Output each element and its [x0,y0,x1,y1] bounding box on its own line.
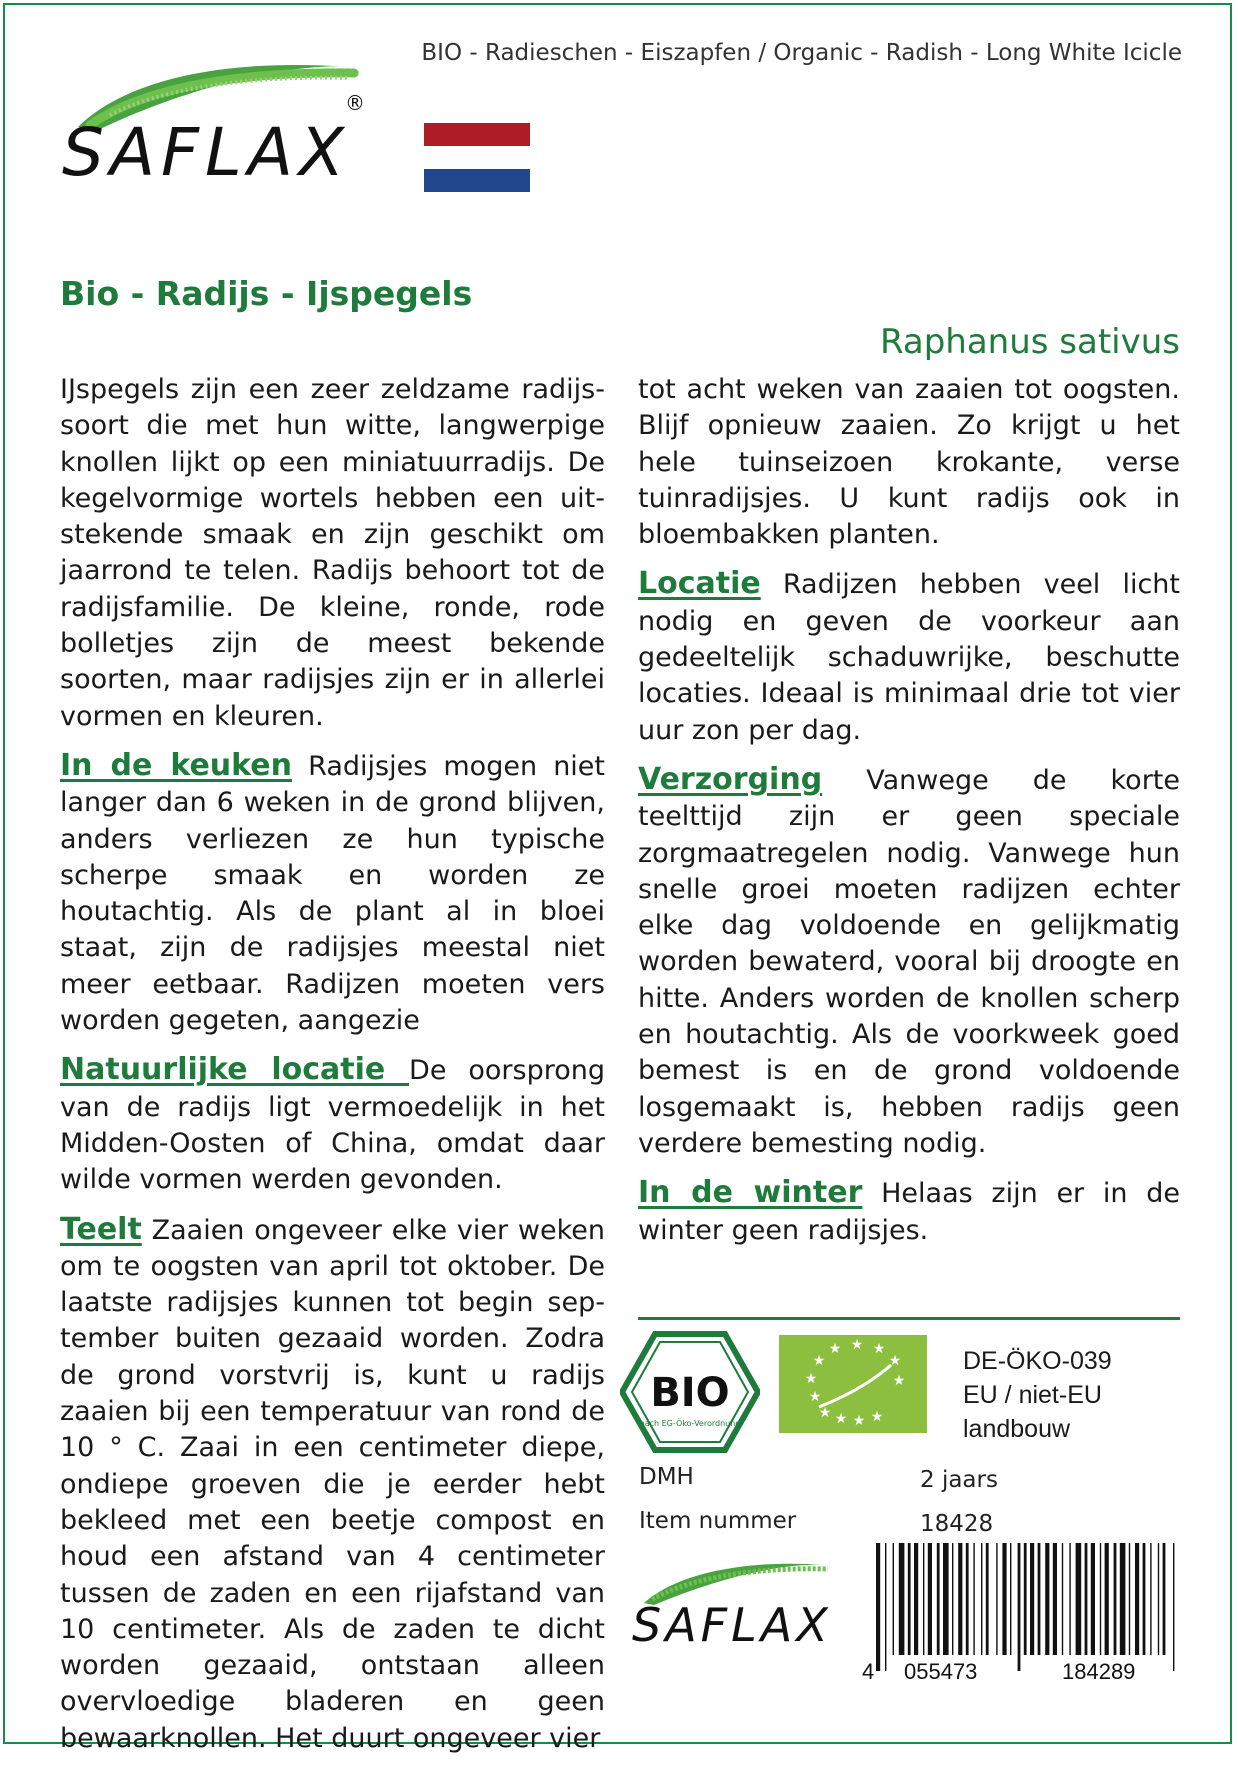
section-teelt: Teelt Zaaien ongeveer elke vier weken om te oogsten van april tot oktober. De laatste radijsjes kunnen tot begin september buiten gezaaid worden. Zodra de grond vorstvrij is, kunt u radijs zaaien bij een temperatuur van rond de 10 ° C. Zaai in een centimeter diepe, ondiepe groeven die je eerder hebt bekleed met een beetje compost en houd een afstand van 4 centimeter tussen de zaden en een rijafstand van 10 centimeter. Als de zaden te dicht worden gezaaid, ontstaan alleen overvloedige bladeren en geen bewaarknollen. Het duurt ongeveer vier [60,1211,605,1754]
description-right-column [638,372,1180,1262]
footer-divider [638,1317,1180,1320]
barcode-bar [1010,1543,1011,1655]
svg-text:★: ★ [818,1405,832,1421]
section-heading: Verzorging [638,761,823,797]
dmh-value: 2 jaars [920,1467,998,1493]
barcode-bar [996,1543,997,1655]
barcode-bar [981,1543,982,1655]
svg-text:★: ★ [834,1411,848,1427]
svg-text:★: ★ [888,1353,902,1369]
latin-name: Raphanus sativus [879,322,1180,362]
barcode-bar [914,1543,918,1655]
saflax-logo [60,45,420,210]
barcode-bar [1091,1543,1095,1655]
barcode-bar [899,1543,905,1655]
barcode-digits-left: 055473 [904,1659,978,1683]
svg-text:SAFLAX: SAFLAX [632,1598,832,1652]
barcode-bar [952,1543,953,1655]
barcode [862,1543,1182,1683]
barcode-bar [986,1543,989,1655]
svg-text:★: ★ [808,1389,822,1405]
barcode-bar [1105,1543,1109,1655]
barcode-bar [1114,1543,1117,1655]
section-verzorging: Verzorging Vanwege de korte teelttijd zijn er geen speciale zorgmaatregelen nodig. Vanwege hun snelle groei moeten radijzen echter elke dag voldoende en gelijkmatig worden bewaterd, vooral bij droogte en hitte. Anders worden de knollen scherp en houtachtig. Als de voorkweek goed bemest is en de grond voldoende losgemaakt is, hebben radijs geen verdere bemesting nodig. [638,761,1180,1159]
barcode-bar [1129,1543,1130,1655]
barcode-bar [1076,1543,1082,1655]
svg-text:®: ® [345,91,365,115]
barcode-bar [1018,1543,1021,1671]
item-number-value: 18428 [920,1511,994,1537]
section-heading: Natuurlijke locatie [60,1052,410,1088]
barcode-bar [1135,1543,1139,1655]
barcode-bar [1002,1543,1006,1655]
section-keuken: In de keuken Radijsjes mogen niet langer dan 6 weken in de grond blijven, anders verliezen ze hun typische scherpe smaak en worden ze houtachtig. Als de plant al in bloei staat, zijn de radijsjes meestal niet meer eetbaar. Radijzen moeten vers worden gegeten, aangezie [60,747,606,1037]
barcode-bar [1069,1543,1070,1655]
description-left-column [60,372,605,1770]
barcode-bar [923,1543,924,1655]
svg-text:★: ★ [872,1341,886,1357]
dmh-label: DMH [639,1464,694,1490]
barcode-bar [1053,1543,1057,1655]
bio-seal-icon [620,1330,760,1454]
svg-text:BIO: BIO [650,1370,730,1416]
dutch-flag-icon [424,123,530,192]
header-product-line: BIO - Radieschen - Eiszapfen / Organic - Radish - Long White Icicle [421,40,1182,66]
barcode-bar [908,1543,911,1655]
barcode-digits-right: 184289 [1062,1659,1136,1683]
barcode-bar [1038,1543,1041,1655]
eu-organic-leaf-icon [779,1335,927,1433]
barcode-bar [958,1543,962,1655]
barcode-bar [937,1543,940,1655]
section-natuurlijke-locatie: Natuurlijke locatie De oorsprong van de radijs ligt vermoedelijk in het Midden-Oosten of China, omdat daar wilde vormen werden gevonden. [60,1052,606,1196]
barcode-bar [885,1543,886,1671]
svg-text:nach EG-Öko-Verordnung: nach EG-Öko-Verordnung [639,1419,741,1428]
barcode-bar [1085,1543,1088,1655]
barcode-bar [1120,1543,1126,1655]
barcode-bar [966,1543,969,1655]
barcode-bar [876,1543,880,1671]
barcode-bar [1062,1543,1063,1655]
intro-paragraph: IJspegels zijn een zeer zeldzame radijssoort die met hun witte, langwerpige knollen lijkt op een miniatuurradijs. De kegelvormige wortels hebben een uitstekende smaak en zijn geschikt om jaarrond te telen. Radijs behoort tot de radijsfamilie. De kleine, ronde, rode bolletjes zijn de meest bekende soorten, maar radijsjes zijn er in allerlei vormen en kleuren. [60,374,605,732]
section-heading: In de winter [638,1175,863,1211]
svg-text:★: ★ [870,1409,884,1425]
barcode-bar [1150,1543,1151,1655]
certification-text: DE-ÖKO-039 EU / niet-EU landbouw [963,1347,1112,1443]
barcode-bar [1024,1543,1027,1655]
barcode-bar [1158,1543,1159,1655]
brand-text: SAFLAX [62,114,351,191]
barcode-bar [1100,1543,1101,1655]
barcode-bar [1173,1543,1174,1671]
section-heading: Teelt [60,1211,142,1247]
barcode-digit-first: 4 [862,1659,875,1683]
section-heading: Locatie [638,566,761,602]
svg-text:★: ★ [812,1353,826,1369]
barcode-bar [973,1543,974,1655]
svg-text:★: ★ [852,1413,866,1429]
barcode-bar [943,1543,949,1655]
teelt-continued: tot acht weken van zaaien tot oogsten. Blijf opnieuw zaaien. Zo krijgt u het hele tuinseizoen krokante, verse tuinradijsjes. U kunt radijs ook in bloembakken planten. [638,374,1180,551]
section-winter: In de winter Helaas zijn er in de winter geen radijsjes. [638,1175,1180,1246]
barcode-bar [928,1543,932,1655]
product-title: Bio - Radijs - Ijspegels [60,274,473,313]
svg-text:★: ★ [828,1341,842,1357]
section-locatie: Locatie Radijzen hebben veel licht nodig en geven de voorkeur aan gedeeltelijk schaduwrijke, beschutte locaties. Ideaal is minimaal drie tot vier uur zon per dag. [638,566,1180,746]
svg-text:★: ★ [892,1373,906,1389]
barcode-bar [1143,1543,1146,1655]
svg-text:★: ★ [804,1371,818,1387]
barcode-bar [893,1543,894,1655]
saflax-small-logo [630,1545,860,1655]
svg-text:★: ★ [850,1337,864,1353]
barcode-bar [1030,1543,1034,1655]
section-heading: In de keuken [60,747,293,783]
item-number-label: Item nummer [639,1508,797,1534]
barcode-bar [1045,1543,1049,1655]
barcode-bar [1163,1543,1166,1655]
